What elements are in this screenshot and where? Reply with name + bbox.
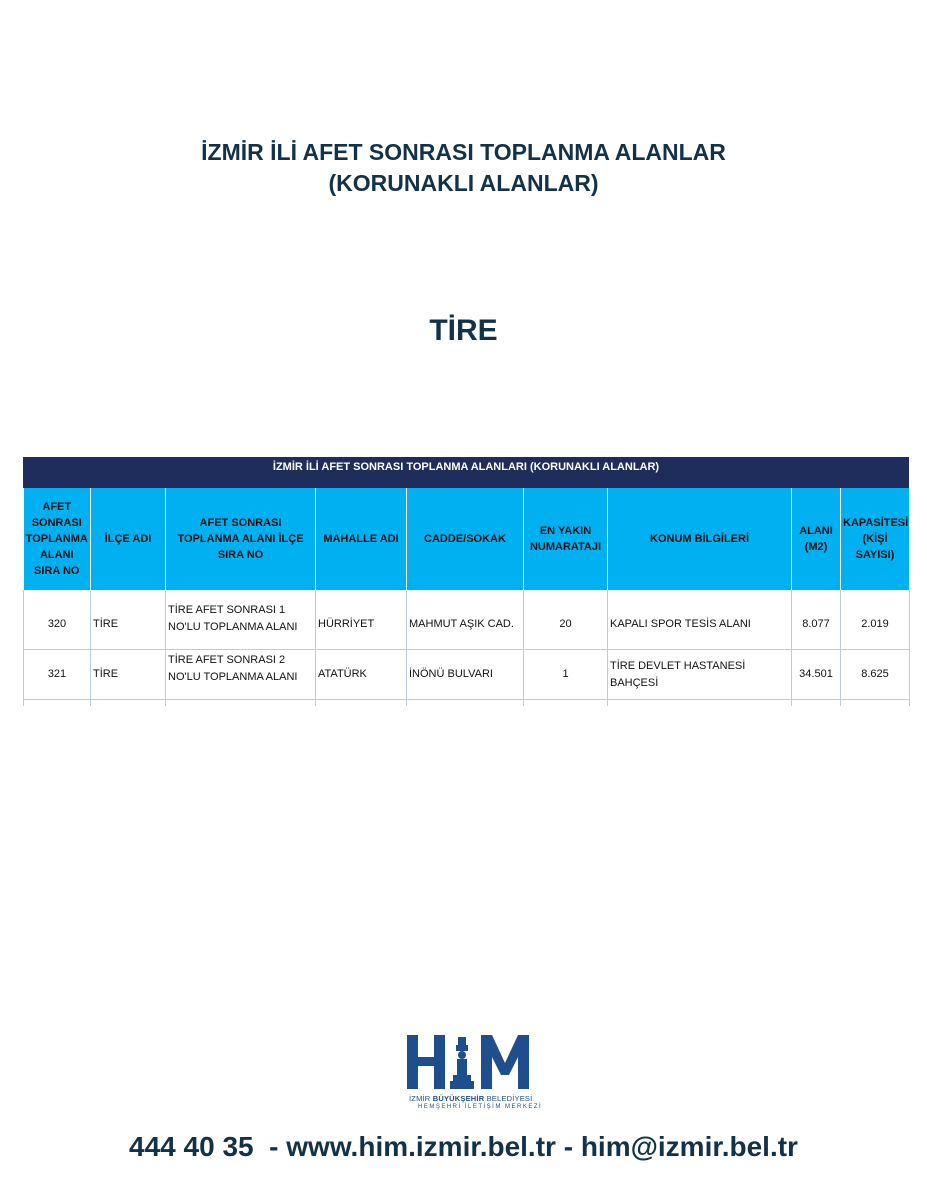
logo-caption-buyuksehir: BÜYÜKŞEHİR: [432, 1094, 485, 1103]
cell-ilce-sira-no: TİRE AFET SONRASI 2 NO'LU TOPLANMA ALANI: [166, 650, 316, 700]
table-spacer-row: [24, 590, 910, 600]
header-sira-no: AFET SONRASI TOPLANMA ALANI SIRA NO: [24, 488, 91, 590]
table-row: [24, 600, 910, 650]
cell-alan: 8.077: [792, 600, 841, 650]
table-banner: İZMİR İLİ AFET SONRASI TOPLANMA ALANLARI (KORUNAKLI ALANLAR): [23, 457, 909, 488]
cell-sira-no: 321: [24, 650, 91, 700]
cell-alan: 34.501: [792, 650, 841, 700]
assembly-areas-table: [23, 488, 910, 706]
district-heading: TİRE: [429, 314, 498, 347]
logo-caption-line-1: [409, 1094, 532, 1103]
him-logo-icon: [405, 1033, 531, 1091]
header-ilce-adi: İLÇE ADI: [91, 488, 166, 590]
table-row: [24, 650, 910, 700]
cell-sira-no: 320: [24, 600, 91, 650]
table-header-row: [24, 488, 910, 590]
document-title: [0, 137, 927, 199]
cell-numarataj: 1: [524, 650, 608, 700]
cell-mahalle: HÜRRİYET: [316, 600, 407, 650]
cell-kapasite: 2.019: [841, 600, 910, 650]
footer-contact: 444 40 35 - www.him.izmir.bel.tr - him@izmir.bel.tr: [129, 1131, 798, 1162]
logo-caption-line-2: HEMŞEHRİ İLETİŞİM MERKEZİ: [418, 1104, 543, 1110]
cell-ilce: TİRE: [91, 600, 166, 650]
table-tail-row: [24, 700, 910, 707]
cell-mahalle: ATATÜRK: [316, 650, 407, 700]
header-ilce-sira-no: AFET SONRASI TOPLANMA ALANI İLÇE SIRA NO: [166, 488, 316, 590]
cell-numarataj: 20: [524, 600, 608, 650]
cell-konum: KAPALI SPOR TESİS ALANI: [608, 600, 792, 650]
header-numarataj: EN YAKIN NUMARATAJI: [524, 488, 608, 590]
logo-caption-izmir: İZMİR: [409, 1094, 431, 1103]
him-logo: [405, 1033, 543, 1113]
cell-konum: TİRE DEVLET HASTANESİ BAHÇESİ: [608, 650, 792, 700]
header-alan: ALANI (M2): [792, 488, 841, 590]
cell-ilce-sira-no: TİRE AFET SONRASI 1 NO'LU TOPLANMA ALANI: [166, 600, 316, 650]
title-line-1: İZMİR İLİ AFET SONRASI TOPLANMA ALANLAR: [201, 139, 726, 165]
logo-caption-belediyesi: BELEDİYESİ: [486, 1094, 533, 1103]
header-konum: KONUM BİLGİLERİ: [608, 488, 792, 590]
cell-kapasite: 8.625: [841, 650, 910, 700]
assembly-areas-table-container: [23, 457, 909, 706]
cell-ilce: TİRE: [91, 650, 166, 700]
cell-cadde: MAHMUT AŞIK CAD.: [407, 600, 524, 650]
header-mahalle-adi: MAHALLE ADI: [316, 488, 407, 590]
title-line-2: (KORUNAKLI ALANLAR): [328, 170, 599, 196]
header-cadde-sokak: CADDE/SOKAK: [407, 488, 524, 590]
header-kapasite: KAPASİTESİ (KİŞİ SAYISI): [841, 488, 910, 590]
cell-cadde: İNÖNÜ BULVARI: [407, 650, 524, 700]
